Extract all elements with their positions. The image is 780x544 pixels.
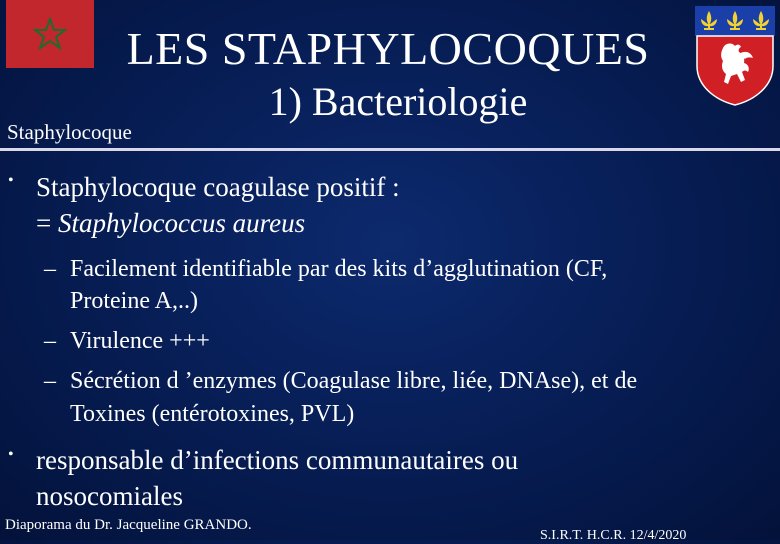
bullet-dot: • [8,446,14,463]
sub-bullet-dash: – [44,328,56,354]
slide-title: LES STAPHYLOCOQUES [126,23,650,74]
lyon-coat-of-arms-icon [695,6,775,106]
bullet-dot: • [8,172,14,189]
bullet-1-line1: Staphylocoque coagulase positif : [36,172,400,202]
species-name: Staphylococcus aureus [57,208,306,238]
sub-bullet-3-line1: Sécrétion d ’enzymes (Coagulase libre, liée, DNAse), et de [70,368,638,394]
slide-subtitle: 1) Bacteriologie [268,79,528,124]
sub-bullet-dash: – [44,368,56,394]
sub-bullet-2-line1: Virulence +++ [70,328,210,354]
section-label: Staphylocoque [7,120,132,144]
bullet-1-line2: = Staphylococcus aureus [36,208,306,238]
footer-date: S.I.R.T. H.C.R. 12/4/2020 [540,528,687,543]
sub-bullet-1-line2: Proteine A,..) [70,288,198,314]
bullet-2-line1: responsable d’infections communautaires ou [36,445,519,475]
sub-bullet-3-line2: Toxines (entérotoxines, PVL) [70,401,355,427]
sub-bullet-dash: – [44,256,56,282]
sub-bullet-1-line1: Facilement identifiable par des kits d’agglutination (CF, [70,256,608,282]
bullet-2-line2: nosocomiales [36,481,183,511]
title-divider [0,148,780,151]
footer-author: Diaporama du Dr. Jacqueline GRANDO. [5,517,252,533]
